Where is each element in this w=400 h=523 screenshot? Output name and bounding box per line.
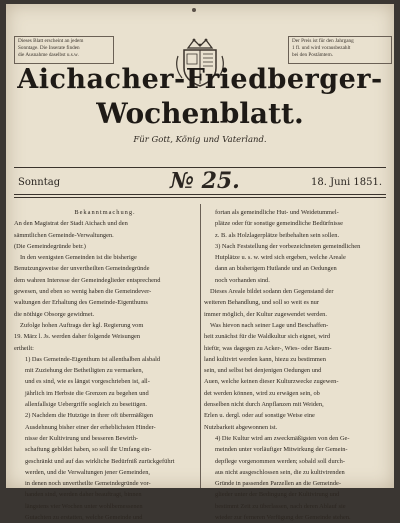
- issue-date: 18. Juni 1851.: [311, 177, 382, 188]
- text-line: aus nicht ausgeschlossen sein, die zu kultivirenden: [215, 468, 345, 476]
- text-line: weiteren Behandlung, und soll so weit es nur: [204, 299, 320, 307]
- text-line: und es sind, wie es längst vorgeschrieben ist, all-: [25, 378, 150, 386]
- text-line: allenfallsige Uebergriffe sogleich zu beseitigen.: [25, 401, 148, 409]
- text-line: dann an bisherigem Hutlande und an Oedungen: [215, 265, 337, 273]
- text-line: glieder unter der Bedingung der Kultivirung und: [215, 491, 340, 499]
- text-line: Benutzungsweise der unvertheilten Gemeindegründe: [14, 265, 150, 273]
- notice-line: Dieses Blatt erscheint an jedem: [18, 38, 84, 44]
- text-line: sein, und selbst bei denjenigen Oedungen und: [204, 367, 322, 375]
- text-line: Auen, welche keinen dieser Kulturzwecke zugewen-: [204, 378, 339, 386]
- issue-number: № 25.: [170, 168, 240, 194]
- text-line: In den wenigsten Gemeinden ist die bisherige: [20, 254, 137, 262]
- text-line: Erlen u. dergl. oder auf sonstige Weise eine: [204, 412, 315, 420]
- text-line: 4) Die Kultur wird am zweckmäßigsten von den Ge-: [215, 434, 350, 442]
- text-line: 3) Nach Feststellung der vorbezeichneten gemeindlichen: [215, 242, 361, 250]
- text-line: fortan als gemeindliche Hut- und Weidetummel-: [215, 209, 339, 216]
- text-line: heit zunächst für die Waldkultur sich eignet, wird: [204, 333, 331, 341]
- text-line: nisse der Kultivirung und besseren Bewirth-: [25, 434, 139, 442]
- text-line: Zufolge hohen Auftrags der kgl. Regierung vom: [20, 321, 144, 329]
- notice-line: Sonntage. Die Inserate finden: [18, 45, 80, 51]
- column-divider: [200, 204, 201, 488]
- divider-middle: [14, 194, 386, 195]
- masthead-subtitle: Wochenblatt.: [96, 97, 304, 130]
- price-notice-right: [288, 36, 392, 64]
- text-line: handen sind, werden daher beauftragt, binnen: [25, 491, 142, 499]
- text-line: Nutzbarkeit abgewonnen ist.: [204, 423, 278, 431]
- text-line: schaftung gebildet haben, so soll ihr Umfang ein-: [25, 446, 152, 454]
- text-line: z. B. als Holzlagerplätze beibehalten sein sollen.: [215, 231, 340, 239]
- text-line: Gründe in passenden Parzellen an die Gemeinde-: [215, 480, 341, 488]
- text-line: hiefür, was dagegen zu Acker-, Wies- oder Baum-: [204, 344, 332, 352]
- text-line: werden, und die Verwaltungen jener Gemeinden,: [25, 468, 150, 476]
- newspaper-page: [6, 4, 394, 522]
- text-line: meinden unter vorläufiger Mitwirkung der Gemein-: [215, 446, 348, 454]
- text-line: depflege vorgenommen werden; sobald soll durch-: [215, 457, 345, 465]
- text-line: die nöthige Obsorge gewidmet.: [14, 310, 95, 318]
- text-line: sämmtlichen Gemeinde-Verwaltungen.: [14, 231, 114, 239]
- article-column-right: [204, 207, 386, 523]
- divider-middle-double: [14, 197, 386, 198]
- text-line: Gutachten zu erstatten, welche Gemeinde und: [25, 514, 143, 522]
- notice-line: Der Preis ist für den Jahrgang: [292, 38, 354, 44]
- text-line: wieder zur ferneren Verfügung der Gemeinde stehen.: [215, 514, 351, 522]
- text-line: land kultivirt werden kann, hiezu zu bestimmen: [204, 355, 326, 363]
- text-line: jährlich im Herbste die Grenzen zu begehen und: [25, 389, 149, 397]
- article-column-left: [14, 207, 196, 523]
- notice-line: die Ausnahme daselbst u.s.w.: [18, 52, 79, 58]
- text-line: Hutplätze u. s. w. wird sich ergeben, welche Areale: [215, 254, 346, 262]
- text-line: 19. März l. Js. werden daher folgende Weisungen: [14, 333, 141, 341]
- text-line: Ausdehnung bisher einer der erheblichsten Hinder-: [25, 423, 156, 431]
- text-line: gewesen, und eben so wenig haben die Gemeindever-: [14, 288, 152, 296]
- text-line: bestimmt Zeit zu überlassen, nach deren Ablauf sie: [215, 502, 346, 510]
- text-line: Bekanntmachung.: [74, 209, 136, 216]
- text-line: dem wahren Interesse der Gemeindeglieder entsprechend: [14, 276, 161, 284]
- page-dot: [192, 8, 196, 12]
- text-line: waltungen der Erhaltung des Gemeinde-Eigenthums: [14, 299, 148, 307]
- text-line: in denen noch unvertheilte Gemeindegründe vor-: [25, 480, 151, 488]
- text-line: Was hievon nach seiner Lage und Beschaffen-: [210, 321, 329, 329]
- text-line: plätze oder für sonstige gemeindliche Bedürfnisse: [215, 220, 343, 228]
- subscription-notice-left: [14, 36, 114, 64]
- text-line: ertheilt:: [14, 344, 34, 352]
- text-line: denselben nicht durch Anpflanzen mit Weiden,: [204, 401, 324, 409]
- text-line: An den Magistrat der Stadt Aichach und den: [14, 220, 128, 228]
- text-line: mit Zuziehung der Betheiligten zu vermarken,: [25, 367, 144, 375]
- text-line: längstens vier Wochen unter wohlbemessenen: [25, 502, 143, 510]
- dateline: [14, 168, 386, 194]
- notice-line: 1 fl. und wird vorausbezahlt: [292, 45, 351, 51]
- text-line: noch vorhanden sind.: [215, 276, 270, 284]
- notice-line: bei den Postämtern.: [292, 52, 334, 58]
- text-line: geschränkt und auf das wirkliche Bedürfniß zurückgeführt: [25, 457, 175, 465]
- text-line: 2) Nachdem die Hutzüge in ihrer oft übermäßigen: [25, 412, 153, 420]
- text-line: det werden können, wird zu erwägen sein, ob: [204, 389, 320, 397]
- text-line: 1) Das Gemeinde-Eigenthum ist allenthalben alsbald: [25, 355, 161, 363]
- text-line: Dieses Areale bildet sodann den Gegenstand der: [210, 288, 334, 296]
- masthead-title: Aichacher-Friedberger-: [17, 64, 383, 95]
- text-line: immer möglich, der Kultur zugewendet werden.: [204, 310, 327, 318]
- text-line: (Die Gemeindegründe betr.): [14, 242, 86, 250]
- weekday: Sonntag: [18, 177, 61, 188]
- motto: Für Gott, König und Vaterland.: [133, 135, 267, 145]
